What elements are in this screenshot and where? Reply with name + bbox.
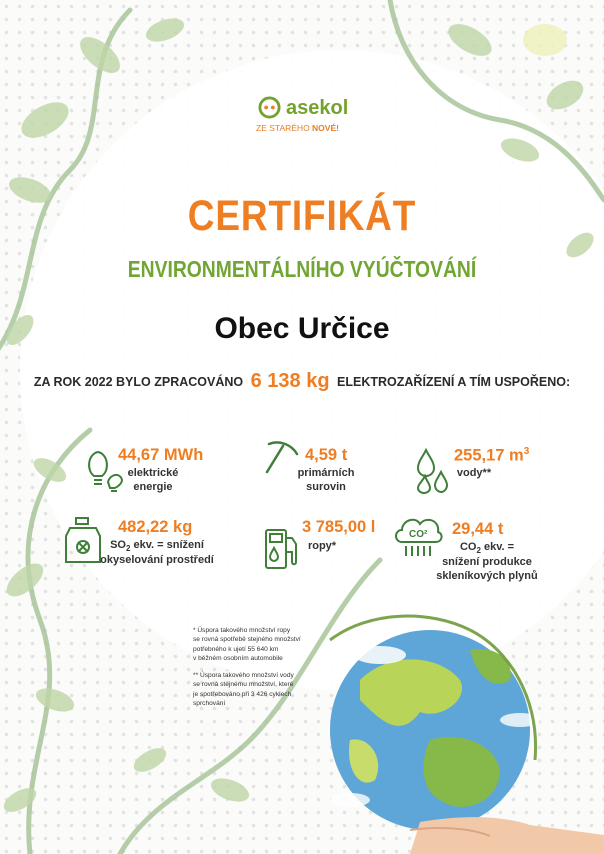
- stat-energy: [80, 440, 220, 500]
- stat-co2-label-3: skleníkových plynů: [436, 570, 538, 582]
- stat-co2-equivalent: ekv. =: [480, 541, 515, 553]
- footnote-water-line: je spotřebováno při 3 426 cyklech: [193, 690, 292, 698]
- footnote-water-line: ** Úspora takového množství vody: [193, 672, 294, 679]
- stat-so2-formula: SO: [110, 539, 126, 551]
- footnote-water: [193, 671, 333, 709]
- water-drops-icon: [414, 446, 454, 494]
- summary-before: ZA ROK 2022 BYLO ZPRACOVÁNO: [33, 375, 244, 389]
- stat-energy-label-2: energie: [133, 481, 173, 493]
- stat-co2-label-2: snížení produkce: [442, 556, 532, 568]
- stat-water-label-1: vody**: [456, 467, 492, 479]
- certificate-subtitle: ENVIRONMENTÁLNÍHO VYÚČTOVÁNÍ: [127, 256, 477, 282]
- stat-materials-value: 4,59 t: [305, 446, 348, 464]
- certificate-title: CERTIFIKÁT: [187, 192, 417, 240]
- footnote-oil: [193, 626, 333, 664]
- footnote-oil-line: * Úspora takového množství ropy: [193, 627, 291, 634]
- stat-co2-formula-subscript: 2: [476, 546, 481, 556]
- stat-energy-label-1: elektrické: [127, 467, 179, 479]
- logo-tagline-bold: NOVÉ!: [312, 123, 339, 133]
- stat-materials: [263, 438, 383, 498]
- footnote-water-line: se rovná stejnému množství, které: [193, 681, 294, 689]
- summary-after: ELEKTROZAŘÍZENÍ A TÍM USPOŘENO:: [337, 375, 571, 389]
- stat-materials-label-2: surovin: [306, 481, 346, 493]
- stat-oil-label-1: ropy*: [307, 540, 337, 552]
- stat-water-value: [454, 446, 529, 466]
- stat-co2-value: 29,44 t: [452, 520, 504, 538]
- stat-co2-formula: CO: [459, 541, 477, 553]
- stat-materials-label-1: primárních: [297, 467, 355, 479]
- asekol-logo: [256, 93, 366, 143]
- processed-summary: [0, 369, 604, 394]
- fuel-pump-icon: [262, 526, 302, 572]
- footnote-oil-line: potřebného k ujetí 55 640 km: [193, 645, 279, 653]
- stat-so2: [62, 514, 242, 574]
- footnote-oil-line: se rovná spotřebě stejného množství: [193, 636, 301, 644]
- stat-so2-label-2: okyselování prostředí: [100, 554, 214, 566]
- svg-text:CO²: CO²: [409, 529, 428, 540]
- stat-water-unit-exponent: 3: [523, 446, 530, 457]
- logo-tagline: [256, 123, 339, 133]
- stat-so2-equivalent: ekv. = snížení: [130, 539, 204, 551]
- logo-tagline-main: ZE STARÉHO: [256, 123, 313, 133]
- footnote-water-line: sprchování: [193, 700, 226, 708]
- stat-water: [414, 440, 534, 500]
- footnote-oil-line: v běžném osobním automobile: [193, 655, 283, 663]
- stat-so2-formula-subscript: 2: [125, 544, 131, 554]
- logo-wordmark: asekol: [286, 97, 349, 119]
- stat-so2-value: 482,22 kg: [118, 518, 193, 536]
- recipient-name: Obec Určice: [214, 312, 390, 345]
- stat-oil: [262, 516, 402, 576]
- processed-amount: 6 138 kg: [250, 370, 330, 392]
- stat-oil-value: 3 785,00 l: [302, 518, 376, 536]
- asekol-logo-icon: [258, 96, 281, 119]
- stat-energy-value: 44,67 MWh: [118, 446, 204, 464]
- stat-water-number: 255,17 m: [454, 446, 524, 465]
- stat-co2: [392, 512, 542, 592]
